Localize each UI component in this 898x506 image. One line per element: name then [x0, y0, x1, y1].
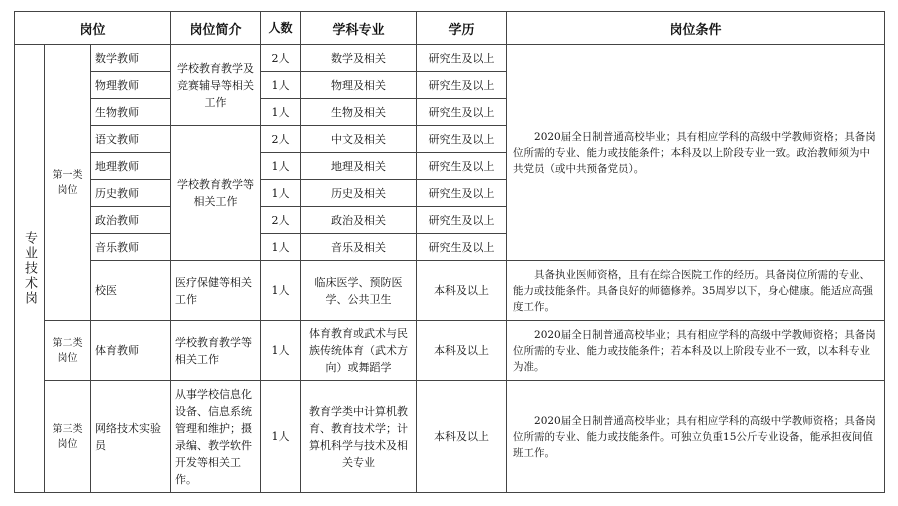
education-cell: 研究生及以上: [417, 72, 507, 99]
category-label: 专业技术岗: [22, 231, 37, 306]
count-cell: 1人: [261, 180, 301, 207]
intro-cell-4: 学校教育教学等相关工作: [171, 321, 261, 381]
major-cell: 物理及相关: [301, 72, 417, 99]
major-cell: 数学及相关: [301, 45, 417, 72]
count-cell: 1人: [261, 381, 301, 493]
position-title: 政治教师: [91, 207, 171, 234]
education-cell: 研究生及以上: [417, 180, 507, 207]
major-cell: 生物及相关: [301, 99, 417, 126]
major-cell: 教育学类中计算机教育、教育技术学；计算机科学与技术及相关专业: [301, 381, 417, 493]
conditions-cell-1: [507, 45, 885, 261]
conditions-text-4: 2020届全日制普通高校毕业；具有相应学科的高级中学教师资格；具备岗位所需的专业、能力或技能条件。可独立负重15公斤专业设备，能承担夜间值班工作。: [513, 414, 876, 459]
conditions-cell-4: [507, 381, 885, 493]
education-cell: 本科及以上: [417, 381, 507, 493]
major-cell: 历史及相关: [301, 180, 417, 207]
header-intro: 岗位简介: [171, 12, 261, 45]
position-title: 体育教师: [91, 321, 171, 381]
position-title: 生物教师: [91, 99, 171, 126]
count-cell: 1人: [261, 234, 301, 261]
recruitment-table: [14, 11, 885, 493]
group-3-label: 第三类岗位: [52, 423, 83, 450]
education-cell: 研究生及以上: [417, 207, 507, 234]
header-row: [15, 12, 885, 45]
position-title: 物理教师: [91, 72, 171, 99]
count-cell: 1人: [261, 153, 301, 180]
position-title: 地理教师: [91, 153, 171, 180]
major-cell: 中文及相关: [301, 126, 417, 153]
header-count: 人数: [261, 12, 301, 45]
position-title: 历史教师: [91, 180, 171, 207]
group-1-cell: [45, 45, 91, 321]
education-cell: 研究生及以上: [417, 153, 507, 180]
position-title: 校医: [91, 261, 171, 321]
education-cell: 本科及以上: [417, 261, 507, 321]
education-cell: 研究生及以上: [417, 99, 507, 126]
position-title: 音乐教师: [91, 234, 171, 261]
count-cell: 1人: [261, 99, 301, 126]
conditions-text-3: 2020届全日制普通高校毕业；具有相应学科的高级中学教师资格；具备岗位所需的专业、能力或技能条件；若本科及以上阶段专业不一致，以本科专业为准。: [513, 328, 876, 373]
conditions-text-1: 2020届全日制普通高校毕业；具有相应学科的高级中学教师资格；具备岗位所需的专业、能力或技能条件；本科及以上阶段专业一致。政治教师须为中共党员（或中共预备党员）。: [513, 130, 876, 175]
count-cell: 2人: [261, 126, 301, 153]
position-title: 数学教师: [91, 45, 171, 72]
intro-cell-5: 从事学校信息化设备、信息系统管理和维护；摄录编、教学软件开发等相关工作。: [171, 381, 261, 493]
conditions-cell-2: [507, 261, 885, 321]
group-3-cell: [45, 381, 91, 493]
position-title: 网络技术实验员: [91, 381, 171, 493]
header-conditions: 岗位条件: [507, 12, 885, 45]
count-cell: 1人: [261, 72, 301, 99]
group-1-label: 第一类岗位: [52, 169, 83, 196]
count-cell: 1人: [261, 261, 301, 321]
major-cell: 临床医学、预防医学、公共卫生: [301, 261, 417, 321]
education-cell: 本科及以上: [417, 321, 507, 381]
conditions-text-2: 具备执业医师资格，且有在综合医院工作的经历。具备岗位所需的专业、能力或技能条件。具备良好的师德修养。35周岁以下，身心健康。能适应高强度工作。: [513, 268, 873, 313]
position-title: 语文教师: [91, 126, 171, 153]
education-cell: 研究生及以上: [417, 234, 507, 261]
header-major: 学科专业: [301, 12, 417, 45]
group-2-cell: [45, 321, 91, 381]
category-cell: [15, 45, 45, 493]
count-cell: 1人: [261, 321, 301, 381]
conditions-cell-3: [507, 321, 885, 381]
count-cell: 2人: [261, 45, 301, 72]
education-cell: 研究生及以上: [417, 126, 507, 153]
intro-cell-2: 学校教育教学等相关工作: [171, 126, 261, 261]
header-position: 岗位: [15, 12, 171, 45]
major-cell: 地理及相关: [301, 153, 417, 180]
intro-cell-3: 医疗保健等相关工作: [171, 261, 261, 321]
major-cell: 音乐及相关: [301, 234, 417, 261]
education-cell: 研究生及以上: [417, 45, 507, 72]
major-cell: 体育教育或武术与民族传统体育（武术方向）或舞蹈学: [301, 321, 417, 381]
header-education: 学历: [417, 12, 507, 45]
intro-cell-1: 学校教育教学及竞赛辅导等相关工作: [171, 45, 261, 126]
major-cell: 政治及相关: [301, 207, 417, 234]
group-2-label: 第二类岗位: [52, 337, 83, 364]
count-cell: 2人: [261, 207, 301, 234]
